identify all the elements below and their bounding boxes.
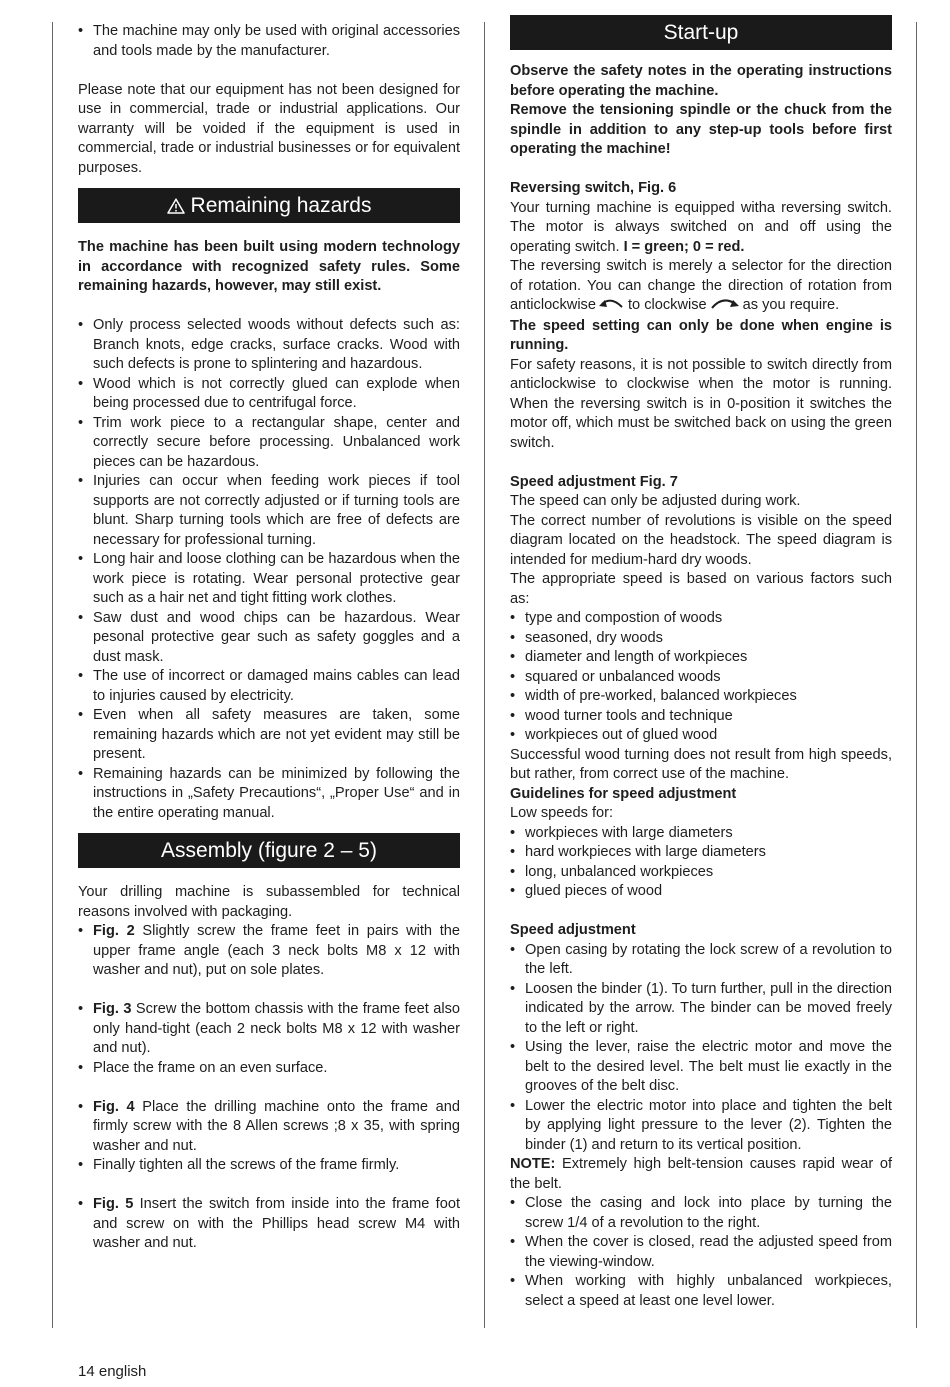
list-item: • When the cover is closed, read the adjusted speed from the viewing-window. [510, 1233, 892, 1272]
list-item: • long, unbalanced workpieces [510, 863, 892, 883]
fig-label: Fig. 2 [93, 923, 135, 939]
list-item [78, 922, 460, 981]
reversing-switch-heading: Reversing switch, Fig. 6 [510, 180, 677, 196]
direction-text-a: The reversing switch is merely a selector for the direction of rotation. You can change the direction of rotation from anticlockwise [510, 258, 892, 313]
assembly-steps-4 [78, 1195, 460, 1254]
warranty-note: Please note that our equipment has not been designed for use in commercial, trade or industrial applications. Our warranty will be voided if the equipment is used in commercial, trade or industrial businesses or for equivalent purposes. [78, 81, 460, 176]
list-item: • Loosen the binder (1). To turn further, pull in the direction indicated by the arrow. The binder can be moved freely to the left or right. [510, 980, 892, 1039]
list-item [78, 1195, 460, 1254]
page-footer: 14 english [78, 1363, 147, 1380]
assembly-steps-2 [78, 1000, 460, 1078]
speed-para-3: The appropriate speed is based on various factors such as: [510, 571, 892, 607]
low-speeds-list [510, 824, 892, 902]
note-text: Extremely high belt-tension causes rapid wear of the belt. [510, 1156, 892, 1192]
list-item: • Place the frame on an even surface. [78, 1059, 460, 1079]
hazards-list [78, 316, 460, 823]
list-item: • hard workpieces with large diameters [510, 843, 892, 863]
anticlockwise-arrow-icon [599, 297, 625, 317]
accessories-list [78, 22, 460, 61]
warning-triangle-icon [167, 190, 185, 225]
list-item: • type and compostion of woods [510, 609, 892, 629]
list-item: • Trim work piece to a rectangular shape, center and correctly secure before processing. Unbalanced work pieces can be hazardous. [78, 414, 460, 473]
list-item: • workpieces with large diameters [510, 824, 892, 844]
list-item: • glued pieces of wood [510, 882, 892, 902]
speed-para-1: The speed can only be adjusted during work. [510, 493, 801, 509]
adjustment-steps-2 [510, 1194, 892, 1311]
list-item: • wood turner tools and technique [510, 707, 892, 727]
fig-label: Fig. 3 [93, 1001, 132, 1017]
fig-label: Fig. 4 [93, 1098, 135, 1115]
fig-text: Place the drilling machine onto the frame and firmly screw with the 8 Allen screws ;8 x 35, with spring washer and nut. [93, 1098, 461, 1154]
list-item: • Wood which is not correctly glued can explode when being processed due to centrifugal force. [78, 375, 460, 414]
note-label: NOTE: [510, 1156, 556, 1172]
column-rule-right [916, 22, 917, 1328]
list-item: • Lower the electric motor into place and tighten the belt by applying light pressure to the lever (2). Tighten the binder (1) and return to its vertical position. [510, 1097, 892, 1156]
note-para [510, 1155, 892, 1194]
list-item: • When working with highly unbalanced workpieces, select a speed at least one level lower. [510, 1272, 892, 1311]
left-column [78, 22, 460, 1254]
list-item [78, 1000, 460, 1059]
assembly-title: Assembly (figure 2 – 5) [161, 839, 377, 862]
fig-text: Insert the switch from inside into the frame foot and screw on with the Phillips head screw M4 with washer and nut. [93, 1196, 461, 1251]
switch-colors: I = green; 0 = red. [623, 238, 745, 255]
adjustment-steps-1 [510, 941, 892, 1156]
list-item: • squared or unbalanced woods [510, 668, 892, 688]
list-item: • The use of incorrect or damaged mains cables can lead to injuries caused by electricity. [78, 667, 460, 706]
list-item: • The machine may only be used with original accessories and tools made by the manufacturer. [78, 22, 460, 61]
remaining-hazards-banner [78, 188, 460, 223]
startup-safety-note: Observe the safety notes in the operating instructions before operating the machine. Remove the tensioning spindle or the chuck from the spindle in addition to any step-up tools before first operating the machine! [510, 63, 892, 157]
assembly-steps-3 [78, 1098, 460, 1176]
list-item: • Close the casing and lock into place by turning the screw 1/4 of a revolution to the right. [510, 1194, 892, 1233]
list-item: • width of pre-worked, balanced workpieces [510, 687, 892, 707]
assembly-steps-1 [78, 922, 460, 981]
assembly-banner [78, 833, 460, 868]
speed-para-2: The correct number of revolutions is visible on the speed diagram located on the headstock. The speed diagram is intended for medium-hard dry woods. [510, 512, 892, 568]
list-item: • Long hair and loose clothing can be hazardous when the work piece is rotating. Wear personal protective gear such as a hair net and tight fitting work clothes. [78, 550, 460, 609]
right-column [510, 22, 892, 1311]
list-item: • Using the lever, raise the electric motor and move the belt to the desired level. The belt must lie exactly in the grooves of the belt disc. [510, 1038, 892, 1097]
factors-list [510, 609, 892, 746]
fig-label: Fig. 5 [93, 1196, 134, 1212]
direction-para [510, 257, 892, 317]
speed-adjustment-heading: Speed adjustment [510, 922, 636, 938]
list-item [78, 1098, 460, 1157]
list-item: • diameter and length of workpieces [510, 648, 892, 668]
column-rule-left [52, 22, 53, 1328]
startup-banner [510, 15, 892, 50]
hazards-intro: The machine has been built using modern technology in accordance with recognized safety rules. Some remaining hazards, however, may still exist. [78, 239, 460, 294]
success-para: Successful wood turning does not result from high speeds, but rather, from correct use of the machine. [510, 746, 892, 782]
reversing-switch-para [510, 199, 892, 258]
list-item: • Remaining hazards can be minimized by following the instructions in „Safety Precautions“, „Proper Use“ and in the entire operating manual. [78, 765, 460, 824]
fig-text: Screw the bottom chassis with the frame feet also only hand-tight (each 2 neck bolts M8 x 12 with washer and nut). [93, 1001, 461, 1056]
list-item: • Even when all safety measures are taken, some remaining hazards which are not yet evident may still be present. [78, 706, 460, 765]
list-item: • Saw dust and wood chips can be hazardous. Wear pesonal protective gear such as safety goggles and a dust mask. [78, 609, 460, 668]
reversing-text: Your turning machine is equipped witha reversing switch. The motor is always switched on and off using the operating switch. [510, 199, 892, 255]
assembly-intro: Your drilling machine is subassembled for technical reasons involved with packaging. [78, 884, 460, 920]
startup-title: Start-up [663, 21, 739, 44]
safety-para: For safety reasons, it is not possible to switch directly from anticlockwise to clockwise when the motor is running. When the reversing switch is in 0-position it switches the motor off, which must be switched back on using the green switch. [510, 356, 892, 451]
fig-text: Slightly screw the frame feet in pairs with the upper frame angle (each 3 neck bolts M8 x 12 with washer and nut), put on sole plates. [93, 923, 460, 978]
remaining-hazards-title: Remaining hazards [190, 194, 372, 217]
guidelines-heading: Guidelines for speed adjustment [510, 785, 737, 802]
list-item: • Injuries can occur when feeding work pieces if tool supports are not correctly adjusted or if turning tools are blunt. Sharp turning tools which are free of defects are necessary for professional turning. [78, 472, 460, 550]
direction-text-c: as you require. [742, 297, 840, 313]
low-speeds-label: Low speeds for: [510, 805, 614, 821]
list-item: • Open casing by rotating the lock screw of a revolution to the left. [510, 941, 892, 980]
column-rule-middle [484, 22, 485, 1328]
list-item: • Only process selected woods without defects such as: Branch knots, edge cracks, surface cracks. Wood with such defects is prone to splintering and hazardous. [78, 316, 460, 375]
direction-text-b: to clockwise [627, 297, 707, 313]
list-item: • Finally tighten all the screws of the frame firmly. [78, 1156, 460, 1176]
list-item: • seasoned, dry woods [510, 629, 892, 649]
speed-adjustment-fig7-heading: Speed adjustment Fig. 7 [510, 473, 678, 490]
list-item: • workpieces out of glued wood [510, 726, 892, 746]
speed-setting-note: The speed setting can only be done when engine is running. [510, 317, 892, 353]
clockwise-arrow-icon [710, 297, 740, 317]
